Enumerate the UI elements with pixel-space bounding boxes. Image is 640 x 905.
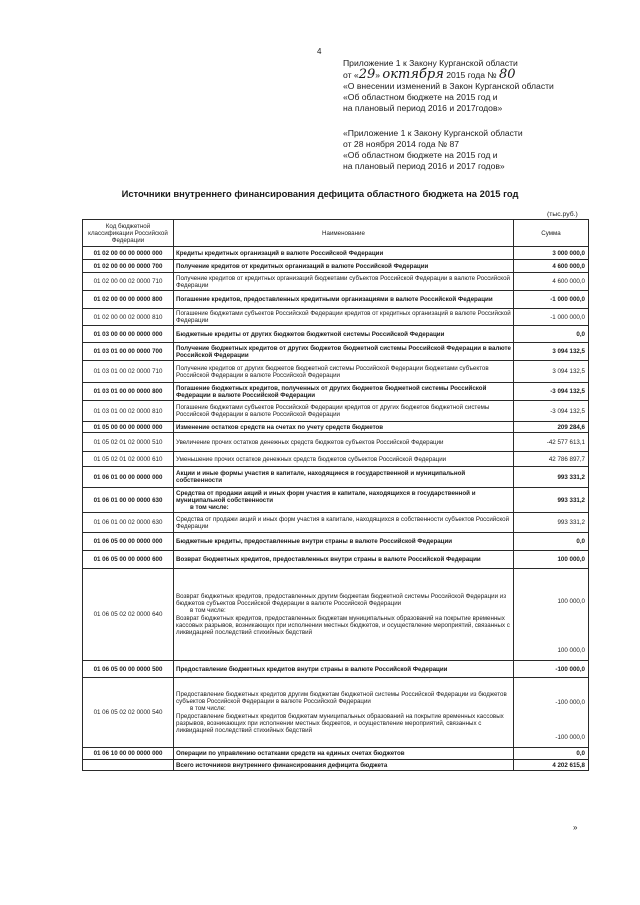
budget-code-cell: [83, 760, 174, 771]
item-name-cell: [174, 343, 514, 361]
item-name: Возврат бюджетных кредитов, предоставленных другим бюджетам бюджетной системы Российской Федерации из бюджетов субъектов Российской Федерации в валюте Российской Федерации: [176, 593, 507, 607]
item-name: Изменение остатков средств на счетах по учету средств бюджетов: [176, 423, 384, 431]
budget-code-cell: 01 02 00 00 02 0000 810: [83, 309, 174, 326]
header-line: на плановый период 2016 и 2017 годов»: [343, 161, 505, 171]
budget-code-cell: 01 06 01 00 00 0000 630: [83, 488, 174, 513]
amount-value: -1 000 000,0: [550, 296, 585, 303]
amount-cell: [514, 291, 589, 309]
amount-cell: [514, 361, 589, 383]
item-name-cell: [174, 291, 514, 309]
table-row: [83, 260, 589, 273]
item-subcategory: Возврат бюджетных кредитов, предоставленных бюджетам муниципальных образований на покрытие временных кассовых разрывов, возникающих при исполнении местных бюджетов, и осуществление мероприятий, связанных с ликвидацией последствий стихийных бедствий: [176, 615, 510, 636]
item-name-cell: [174, 678, 514, 748]
amount-cell: [514, 422, 589, 433]
amount-cell: [514, 433, 589, 452]
amount-cell: [514, 383, 589, 401]
amount-value: 4 600 000,0: [552, 278, 585, 285]
item-name-cell: [174, 513, 514, 533]
item-name: Всего источников внутреннего финансирования дефицита бюджета: [176, 761, 388, 769]
amount-cell: [514, 309, 589, 326]
table-row: [83, 291, 589, 309]
table-row: [83, 661, 589, 678]
amount-value: 100 000,0: [557, 598, 585, 605]
budget-code-cell: 01 06 10 00 00 0000 000: [83, 748, 174, 760]
table-row: [83, 343, 589, 361]
amount-value: 993 331,2: [557, 473, 585, 481]
budget-code-cell: 01 05 00 00 00 0000 000: [83, 422, 174, 433]
table-row: [83, 361, 589, 383]
item-name-cell: [174, 452, 514, 467]
amount-cell: [514, 513, 589, 533]
budget-code-cell: 01 05 02 01 02 0000 510: [83, 433, 174, 452]
item-name: Погашение бюджетами субъектов Российской Федерации кредитов от других бюджетов бюджетной системы Российской Федерации в валюте Российской Федерации: [176, 404, 490, 418]
amount-value: 3 000 000,0: [552, 249, 585, 257]
financing-sources-table: [82, 219, 589, 771]
amount-value: -42 577 613,1: [546, 438, 585, 446]
amount-value: -3 094 132,5: [550, 407, 585, 415]
table-row: [83, 551, 589, 569]
law-header-original: [343, 128, 523, 172]
header-line: на плановый период 2016 и 2017годов»: [343, 103, 503, 113]
amount-value: -3 094 132,5: [550, 388, 585, 395]
amount-value: 42 786 897,7: [548, 455, 585, 463]
budget-code-cell: 01 03 01 00 00 0000 800: [83, 383, 174, 401]
subcategory-amount-value: -100 000,0: [555, 734, 585, 741]
amount-cell: [514, 678, 589, 748]
item-name-cell: [174, 533, 514, 551]
table-row: [83, 383, 589, 401]
amount-cell: [514, 273, 589, 291]
table-row: [83, 533, 589, 551]
item-name: Уменьшение прочих остатков денежных средств бюджетов субъектов Российской Федерации: [176, 455, 447, 463]
budget-code-cell: 01 02 00 00 02 0000 710: [83, 273, 174, 291]
amount-value: -1 000 000,0: [550, 313, 585, 321]
header-line: «Приложение 1 к Закону Курганской области: [343, 128, 523, 138]
header-line: «Об областном бюджете на 2015 год и: [343, 92, 498, 102]
table-row: [83, 467, 589, 488]
item-name-cell: [174, 383, 514, 401]
column-header-amount: Сумма: [514, 220, 589, 247]
amount-cell: [514, 533, 589, 551]
budget-code-cell: 01 02 00 00 00 0000 800: [83, 291, 174, 309]
budget-code-cell: 01 03 01 00 00 0000 700: [83, 343, 174, 361]
subcategory-amount-value: 100 000,0: [557, 647, 585, 654]
including-label: в том числе:: [190, 705, 226, 712]
item-name: Бюджетные кредиты от других бюджетов бюджетной системы Российской Федерации: [176, 330, 445, 338]
amount-cell: [514, 760, 589, 771]
budget-code-cell: 01 02 00 00 00 0000 700: [83, 260, 174, 273]
table-row: [83, 452, 589, 467]
table-row: [83, 247, 589, 260]
handwritten-month: октября: [382, 67, 444, 82]
column-header-name: Наименование: [174, 220, 514, 247]
item-name: Получение кредитов от кредитных организаций в валюте Российской Федерации: [176, 262, 429, 270]
header-line: «Об областном бюджете на 2015 год и: [343, 150, 498, 160]
amount-value: 0,0: [576, 538, 585, 545]
item-name-cell: [174, 569, 514, 661]
amount-cell: [514, 748, 589, 760]
item-name-cell: [174, 260, 514, 273]
page-number: 4: [317, 47, 322, 56]
budget-code-cell: 01 06 05 00 00 0000 500: [83, 661, 174, 678]
amount-value: 4 600 000,0: [552, 262, 585, 270]
item-name: Предоставление бюджетных кредитов внутри страны в валюте Российской Федерации: [176, 665, 448, 673]
amount-value: -100 000,0: [555, 665, 585, 673]
item-name: Акции и иные формы участия в капитале, находящиеся в государственной и муниципальной собственности: [176, 470, 466, 484]
item-name-cell: [174, 247, 514, 260]
table-row: [83, 748, 589, 760]
header-line: от 28 ноября 2014 года № 87: [343, 139, 460, 149]
amount-value: -100 000,0: [555, 699, 585, 706]
budget-code-cell: 01 06 05 02 02 0000 640: [83, 569, 174, 661]
item-name-cell: [174, 760, 514, 771]
item-name: Получение кредитов от других бюджетов бюджетной системы Российской Федерации бюджетами субъектов Российской Федерации в валюте Российской Федерации: [176, 364, 489, 379]
table-row: [83, 326, 589, 343]
item-name-cell: [174, 273, 514, 291]
budget-code-cell: 01 06 05 00 00 0000 600: [83, 551, 174, 569]
item-name: Средства от продажи акций и иных форм участия в капитале, находящихся в собственности субъектов Российской Федерации: [176, 515, 510, 530]
amount-value: 209 284,6: [557, 423, 585, 431]
including-label: в том числе:: [190, 607, 226, 614]
budget-code-cell: 01 03 01 00 02 0000 710: [83, 361, 174, 383]
item-name: Увеличение прочих остатков денежных средств бюджетов субъектов Российской Федерации: [176, 438, 444, 446]
item-name-cell: [174, 661, 514, 678]
document-title: Источники внутреннего финансирования дефицита областного бюджета на 2015 год: [121, 188, 519, 199]
item-name-cell: [174, 309, 514, 326]
amount-cell: [514, 661, 589, 678]
budget-code-cell: 01 06 01 00 00 0000 000: [83, 467, 174, 488]
amount-cell: [514, 343, 589, 361]
table-row: [83, 309, 589, 326]
amount-cell: [514, 401, 589, 422]
item-name: Операции по управлению остатками средств на единых счетах бюджетов: [176, 750, 405, 757]
budget-code-cell: 01 03 01 00 02 0000 810: [83, 401, 174, 422]
item-name: Возврат бюджетных кредитов, предоставленных внутри страны в валюте Российской Федерации: [176, 556, 481, 563]
including-label: в том числе:: [190, 503, 229, 511]
item-name-cell: [174, 433, 514, 452]
budget-code-cell: 01 03 00 00 00 0000 000: [83, 326, 174, 343]
budget-code-cell: 01 05 02 01 02 0000 610: [83, 452, 174, 467]
budget-code-cell: 01 02 00 00 00 0000 000: [83, 247, 174, 260]
amount-cell: [514, 467, 589, 488]
header-line: Приложение 1 к Закону Курганской области: [343, 58, 518, 68]
table-row: [83, 422, 589, 433]
closing-quote-mark: »: [573, 823, 578, 832]
amount-value: 0,0: [576, 330, 585, 338]
table-row: [83, 513, 589, 533]
table-row: [83, 273, 589, 291]
budget-code-cell: 01 06 05 00 00 0000 000: [83, 533, 174, 551]
amount-value: 993 331,2: [557, 519, 585, 526]
item-name-cell: [174, 748, 514, 760]
budget-code-cell: 01 06 01 00 02 0000 630: [83, 513, 174, 533]
table-row: [83, 433, 589, 452]
amount-cell: [514, 260, 589, 273]
amount-cell: [514, 326, 589, 343]
item-name-cell: [174, 467, 514, 488]
amount-value: 993 331,2: [557, 496, 585, 504]
item-name: Получение бюджетных кредитов от других бюджетов бюджетной системы Российской Федерации в валюте Российской Федерации: [176, 344, 511, 359]
amount-value: 0,0: [576, 750, 585, 757]
item-name: Средства от продажи акций и иных форм участия в капитале, находящихся в государственной и муниципальной собственности: [176, 489, 476, 504]
amount-value: 4 202 615,8: [552, 761, 585, 769]
table-row: [83, 760, 589, 771]
amount-cell: [514, 551, 589, 569]
item-name-cell: [174, 401, 514, 422]
law-header-amendment: [343, 58, 554, 114]
amount-value: 3 094 132,5: [552, 368, 585, 375]
item-name: Кредиты кредитных организаций в валюте Российской Федерации: [176, 249, 384, 257]
item-name: Получение кредитов от кредитных организаций бюджетами субъектов Российской Федерации в валюте Российской Федерации: [176, 274, 510, 289]
header-date-line: от «29» октября 2015 года № 80: [343, 67, 516, 82]
item-name: Погашение кредитов, предоставленных кредитными организациями в валюте Российской Федерации: [176, 296, 493, 303]
budget-code-cell: 01 06 05 02 02 0000 540: [83, 678, 174, 748]
item-name-cell: [174, 551, 514, 569]
item-name-cell: [174, 488, 514, 513]
amount-cell: [514, 488, 589, 513]
amount-value: 100 000,0: [557, 556, 585, 563]
table-row: [83, 488, 589, 513]
amount-cell: [514, 452, 589, 467]
item-name: Погашение бюджетных кредитов, полученных от других бюджетов бюджетной системы Российской Федерации в валюте Российской Федерации: [176, 384, 487, 399]
item-subcategory: Предоставление бюджетных кредитов бюджетам муниципальных образований на покрытие временных кассовых разрывов, возникающих при исполнении местных бюджетов, и осуществление мероприятий, связанных с ликвидацией последствий стихийных бедствий: [176, 713, 504, 734]
item-name-cell: [174, 422, 514, 433]
item-name: Предоставление бюджетных кредитов другим бюджетам бюджетной системы Российской Федерации из бюджетов субъектов Российской Федерации в валюте Российской Федерации: [176, 691, 507, 705]
item-name: Бюджетные кредиты, предоставленные внутри страны в валюте Российской Федерации: [176, 538, 453, 545]
item-name-cell: [174, 361, 514, 383]
handwritten-number: 80: [499, 67, 516, 82]
item-name: Погашение бюджетами субъектов Российской Федерации кредитов от кредитных организаций в валюте Российской Федерации: [176, 310, 511, 324]
amount-value: 3 094 132,5: [552, 348, 585, 355]
amount-cell: [514, 569, 589, 661]
amount-cell: [514, 247, 589, 260]
table-row: [83, 569, 589, 661]
table-row: [83, 678, 589, 748]
header-line: «О внесении изменений в Закон Курганской области: [343, 81, 554, 91]
table-body: [83, 247, 589, 771]
unit-label: (тыс.руб.): [547, 211, 578, 218]
column-header-code: Код бюджетной классификации Российской Федерации: [83, 220, 174, 247]
table-row: [83, 401, 589, 422]
handwritten-day: 29: [358, 67, 376, 82]
item-name-cell: [174, 326, 514, 343]
